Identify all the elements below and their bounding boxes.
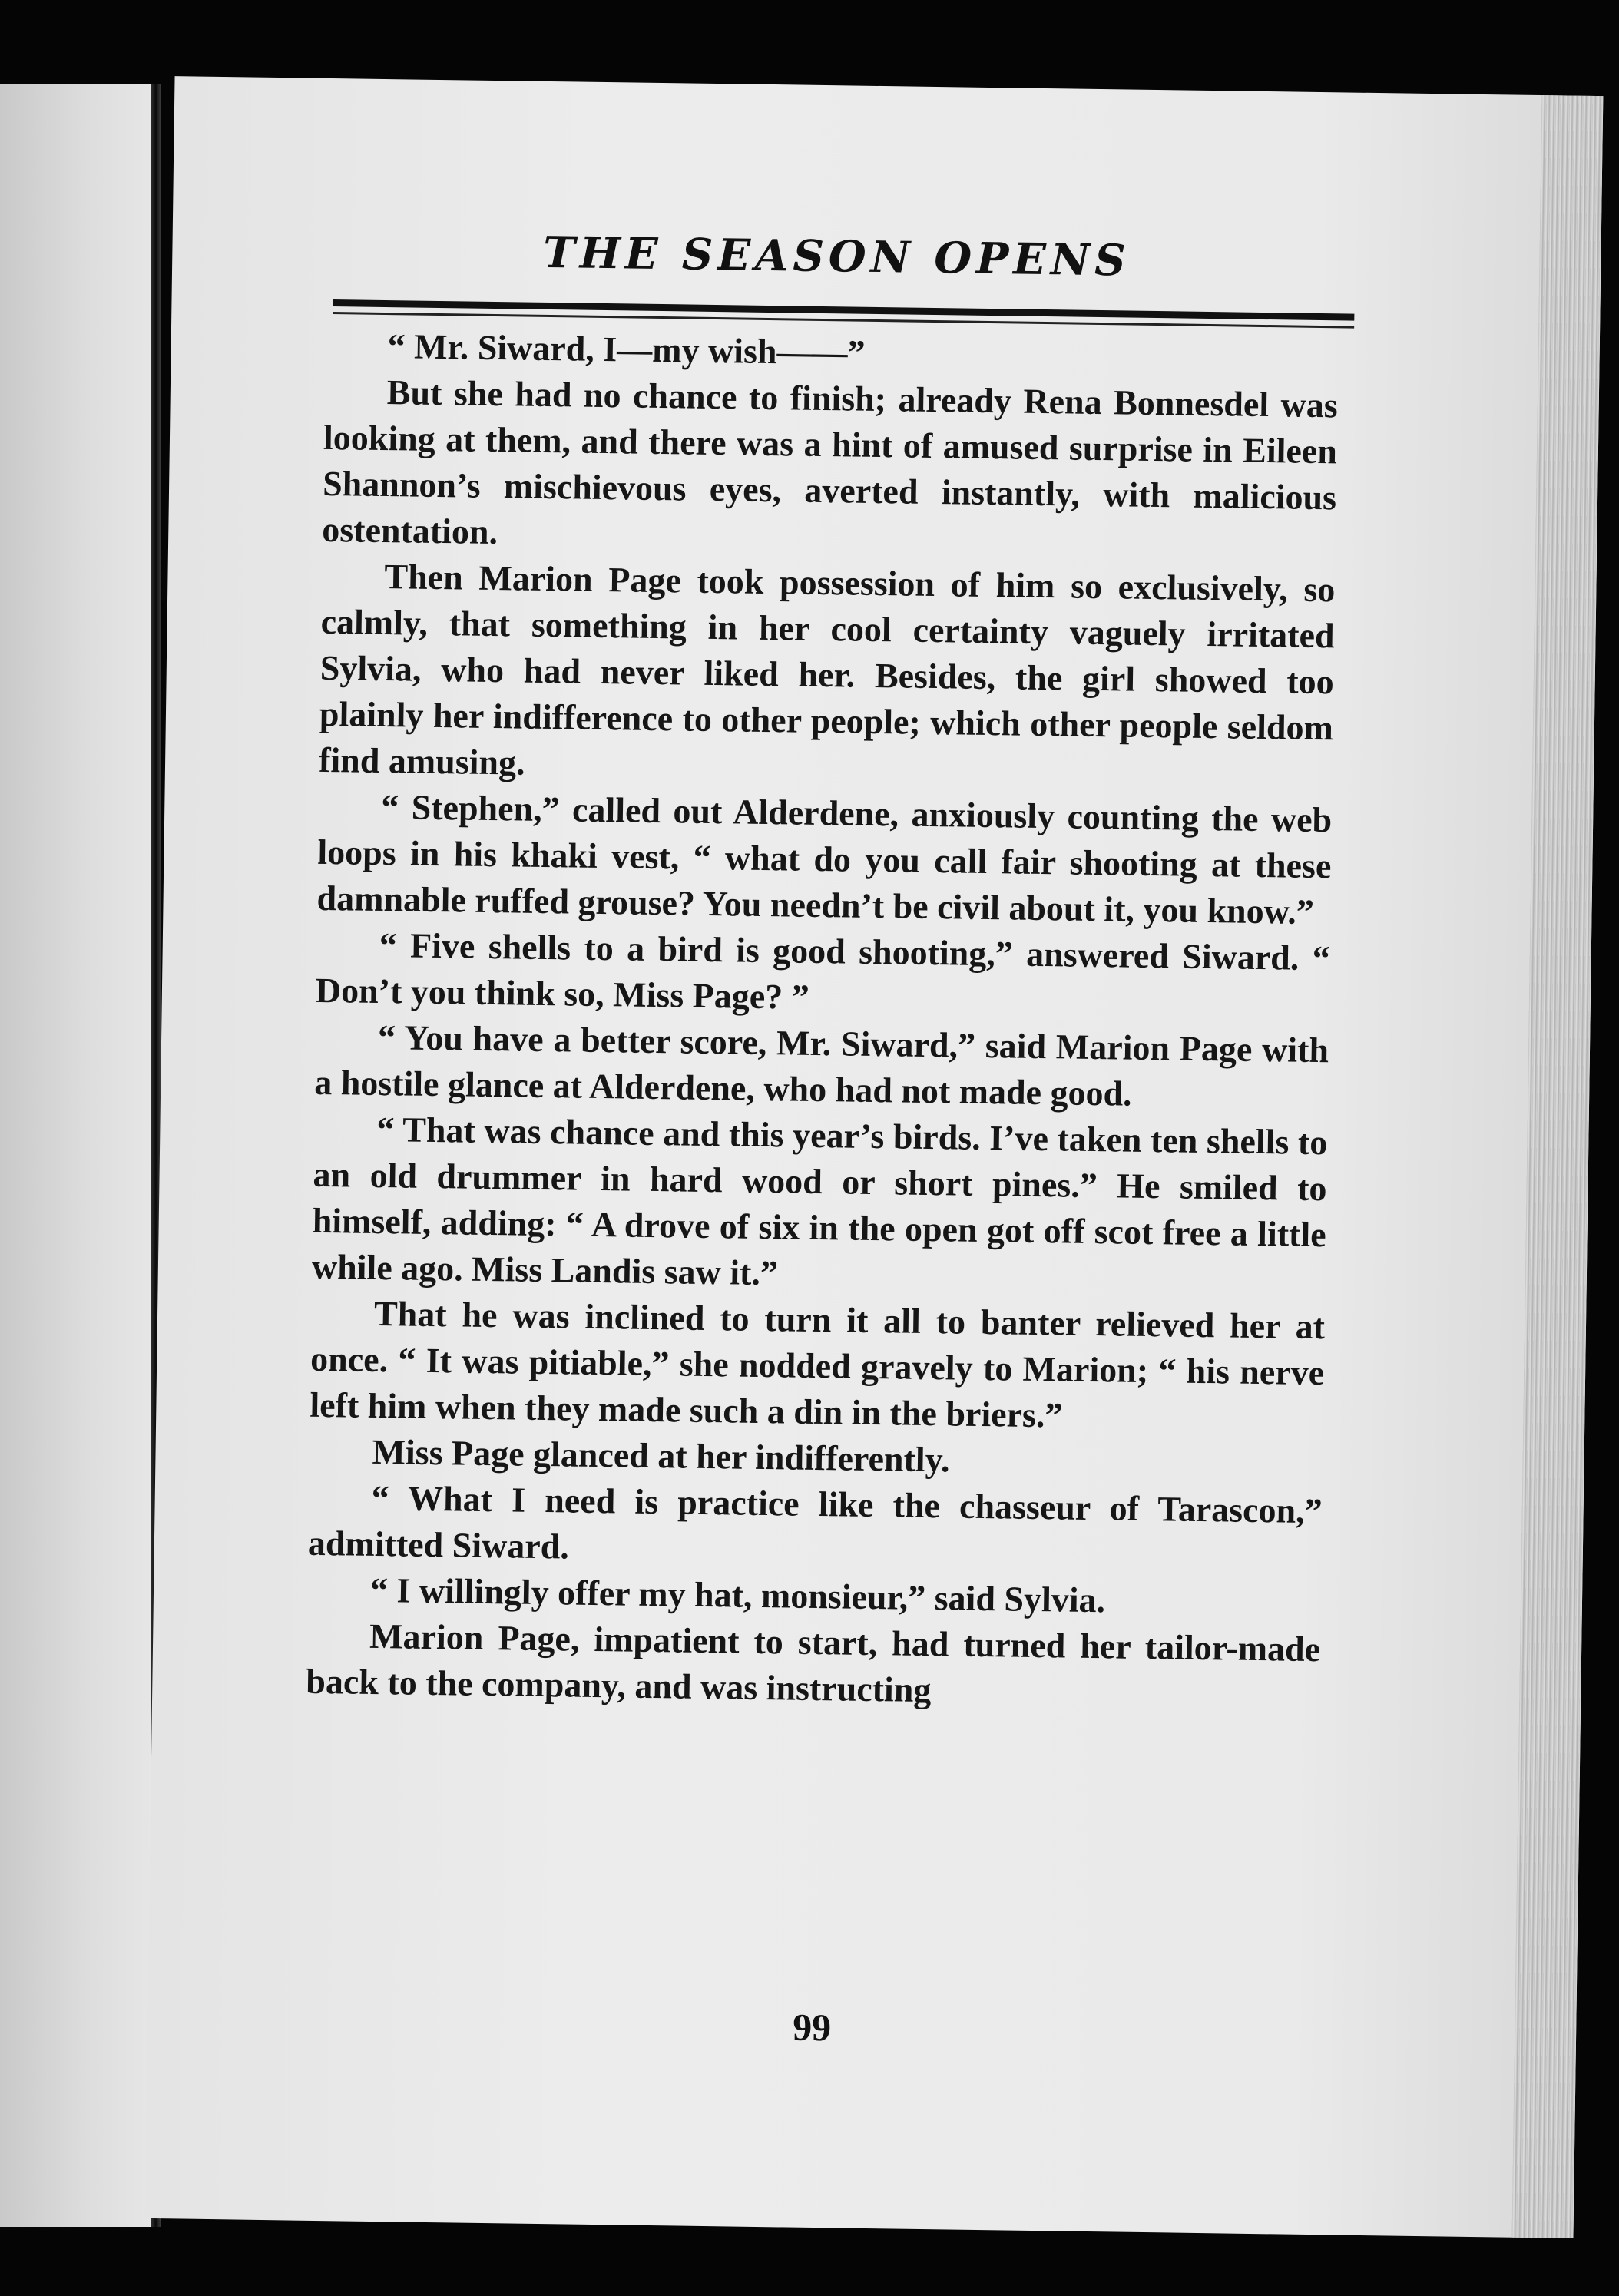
facing-page-edge [0, 84, 154, 2227]
running-header: THE SEASON OPENS [542, 227, 1131, 286]
book-page [145, 76, 1604, 2238]
paragraph: “ Stephen,” called out Alderdene, anxiously counting the web loops in his khaki vest, “ what do you call fair shooting at these damnable ruffed grouse? You needn’t be civil about it, you know.” [316, 786, 1333, 931]
paragraph: “ What I need is practice like the chasseur of Tarascon,” admitted Siward. [307, 1477, 1323, 1567]
paragraph: “ Mr. Siward, I—my wish——” [387, 326, 866, 372]
paragraph: “ Five shells to a bird is good shooting,” answered Siward. “ Don’t you think so, Miss Page? ” [315, 925, 1331, 1017]
paragraph: Then Marion Page took possession of him so exclusively, so calmly, that something in her cool certainty vaguely irritated Sylvia, who had never liked her. Besides, the girl showed too plainly her indifference to other people; which other people seldom find amusing. [318, 557, 1336, 782]
header-rule-thick [333, 299, 1354, 321]
body-text [306, 323, 1339, 1719]
page-fore-edge [1511, 95, 1603, 2238]
paragraph: Miss Page glanced at her indifferently. [372, 1431, 951, 1480]
paragraph: “ You have a better score, Mr. Siward,” said Marion Page with a hostile glance at Alderdene, who had not made good. [313, 1017, 1329, 1113]
paragraph: “ I willingly offer my hat, monsieur,” said Sylvia. [369, 1570, 1106, 1620]
page-number: 99 [792, 2005, 832, 2050]
paragraph: But she had no chance to finish; already Rena Bonnesdel was looking at them, and there was a hint of amused surprise in Eileen Shannon’s mischievous eyes, averted instantly, with malicious ostentation. [321, 372, 1339, 552]
paragraph: Marion Page, impatient to start, had turned her tailor-made back to the company, and was instructing [306, 1616, 1321, 1710]
paragraph: That he was inclined to turn it all to banter relieved her at once. “ It was pitiable,” she nodded gravely to Marion; “ his nerve left him when they made such a din in the briers.” [310, 1293, 1326, 1435]
paragraph: “ That was chance and this year’s birds. I’ve taken ten shells to an old drummer in hard wood or short pines.” He smiled to himself, adding: “ A drove of six in the open got off scot free a little while ago. Miss Landis saw it.” [311, 1109, 1328, 1293]
